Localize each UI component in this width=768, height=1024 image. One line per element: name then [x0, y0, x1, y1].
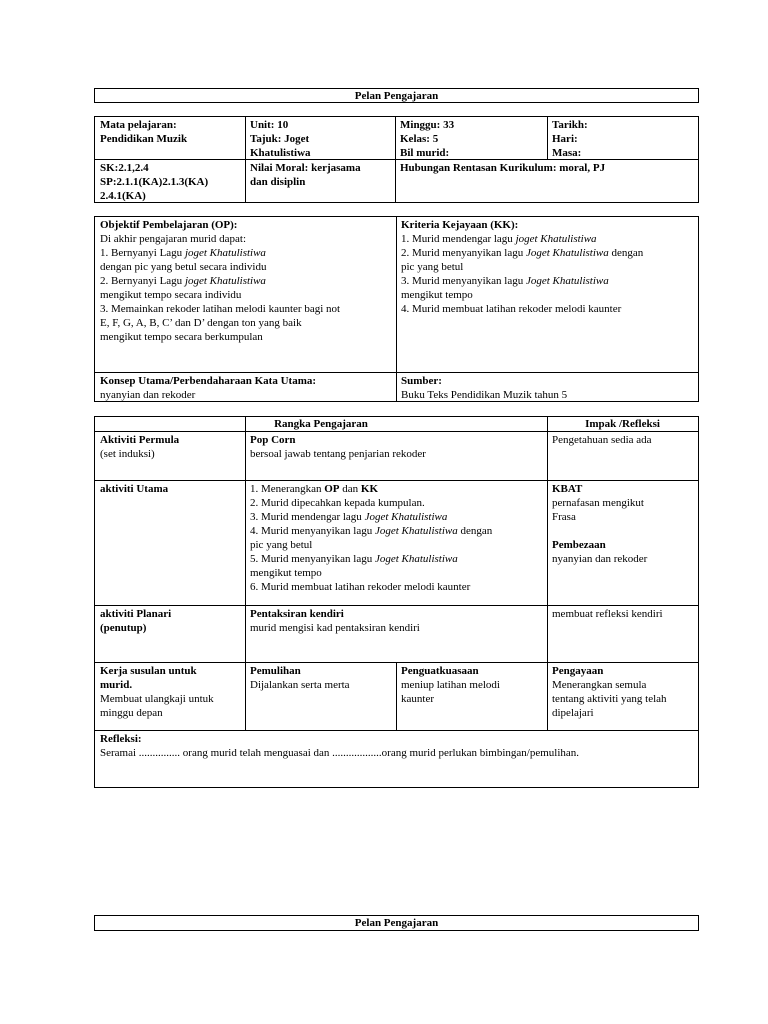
main3-song: Joget Khatulistiwa [364, 511, 448, 523]
kk2-suffix: dengan [608, 247, 644, 259]
start-desc: bersoal jawab tentang penjarian rekoder [250, 448, 426, 460]
page-title-top: Pelan Pengajaran [94, 88, 699, 103]
kk2-text: 2. Murid menyanyikan lagu [401, 247, 526, 259]
unit-value: Unit: 10 [250, 119, 289, 131]
unit-cell [245, 117, 395, 161]
week-value: Minggu: 33 [400, 119, 455, 131]
sk-cell [95, 160, 245, 204]
reinforce-desc-2: kaunter [401, 693, 434, 705]
main3-text: 3. Murid mendengar lagu [250, 511, 365, 523]
curriculum-value: Hubungan Rentasan Kurikulum: moral, PJ [400, 162, 606, 174]
moral-line-2: dan disiplin [250, 176, 306, 188]
follow-desc-1: Membuat ulangkaji untuk [100, 693, 214, 705]
start-label: Aktiviti Permula [100, 434, 180, 446]
kk1-song: joget Khatulistiwa [515, 233, 597, 245]
info-table [94, 116, 699, 203]
kk4-text: 4. Murid membuat latihan rekoder melodi kaunter [401, 303, 622, 315]
op3-line-2: E, F, G, A, B, C’ dan D’ dengan ton yang baik [100, 317, 302, 329]
remedial-cell [245, 663, 396, 693]
date-label: Tarikh: [552, 119, 588, 131]
main4-detail: pic yang betul [250, 539, 313, 551]
start-title: Pop Corn [250, 434, 296, 446]
main-label: aktiviti Utama [100, 483, 169, 495]
start-impact-cell [547, 432, 698, 448]
plan-table [94, 416, 699, 788]
kk3-detail: mengikut tempo [401, 289, 473, 301]
reinforce-title: Penguatkuasaan [401, 665, 479, 677]
op-intro: Di akhir pengajaran murid dapat: [100, 233, 247, 245]
main-activity-cell [245, 481, 547, 595]
enrich-desc-1: Menerangkan semula [552, 679, 647, 691]
date-cell [547, 117, 697, 161]
kbat-title: KBAT [552, 483, 583, 495]
remedial-desc: Dijalankan serta merta [250, 679, 350, 691]
impact-header: Impak /Refleksi [585, 418, 660, 430]
start-activity-cell [245, 432, 547, 462]
diff-title: Pembezaan [552, 539, 606, 551]
reinforce-desc-1: meniup latihan melodi [401, 679, 500, 691]
close-label-2: (penutup) [100, 622, 147, 634]
main5-song: Joget Khatulistiwa [374, 553, 458, 565]
page-title-bottom: Pelan Pengajaran [94, 915, 699, 931]
main2-text: 2. Murid dipecahkan kepada kumpulan. [250, 497, 425, 509]
enrich-desc-2: tentang aktiviti yang telah [552, 693, 667, 705]
op1-text: 1. Bernyanyi Lagu [100, 247, 185, 259]
concept-value: nyanyian dan rekoder [100, 389, 196, 401]
enrich-cell [547, 663, 698, 721]
main1-and: dan [339, 483, 361, 495]
sk-line-1: SK:2.1,2.4 [100, 162, 149, 174]
kbat-value-2: Frasa [552, 511, 576, 523]
start-impact: Pengetahuan sedia ada [552, 434, 652, 446]
op2-text: 2. Bernyanyi Lagu [100, 275, 185, 287]
week-cell [395, 117, 547, 161]
op1-song: joget Khatulistiwa [184, 247, 266, 259]
op3-line-3: mengikut tempo secara berkumpulan [100, 331, 263, 343]
follow-desc-2: minggu depan [100, 707, 163, 719]
source-cell [396, 373, 698, 403]
topic-value-1: Joget [284, 133, 310, 145]
main5-text: 5. Murid menyanyikan lagu [250, 553, 375, 565]
follow-label-1: Kerja susulan untuk [100, 665, 197, 677]
main1-kk: KK [360, 483, 379, 495]
close-label-1: aktiviti Planari [100, 608, 172, 620]
close-desc: murid mengisi kad pentaksiran kendiri [250, 622, 420, 634]
reflection-title: Refleksi: [100, 733, 142, 745]
main4-suffix: dengan [457, 525, 493, 537]
op2-song: joget Khatulistiwa [184, 275, 266, 287]
students-value: Bil murid: [400, 147, 450, 159]
main4-song: Joget Khatulistiwa [374, 525, 458, 537]
remedial-title: Pemulihan [250, 665, 301, 677]
op3-line-1: 3. Memainkan rekoder latihan melodi kaunter bagi not [100, 303, 341, 315]
follow-label-2: murid. [100, 679, 133, 691]
source-value: Buku Teks Pendidikan Muzik tahun 5 [401, 389, 568, 401]
kk-cell [396, 217, 698, 317]
diff-value: nyanyian dan rekoder [552, 553, 648, 565]
kk2-song: Joget Khatulistiwa [525, 247, 609, 259]
main-impact-cell [547, 481, 698, 567]
main5-detail: mengikut tempo [250, 567, 322, 579]
kk3-text: 3. Murid menyanyikan lagu [401, 275, 526, 287]
close-activity-cell [245, 606, 547, 636]
reflection-text: Seramai ............... orang murid telah menguasai dan ..................orang murid perlukan bimbingan/pemulihan. [100, 747, 580, 759]
kk2-detail: pic yang betul [401, 261, 464, 273]
reflection-cell [95, 731, 698, 761]
subject-cell [95, 117, 245, 147]
class-value: Kelas: 5 [400, 133, 439, 145]
close-title: Pentaksiran kendiri [250, 608, 344, 620]
enrich-desc-3: dipelajari [552, 707, 594, 719]
plan-header: Rangka Pengajaran [274, 418, 368, 430]
enrich-title: Pengayaan [552, 665, 604, 677]
sk-line-3: 2.4.1(KA) [100, 190, 146, 202]
source-title: Sumber: [401, 375, 442, 387]
subject-value: Pendidikan Muzik [100, 133, 188, 145]
main1-text: 1. Menerangkan [250, 483, 325, 495]
topic-value-2: Khatulistiwa [250, 147, 311, 159]
main1-op: OP [324, 483, 340, 495]
concept-cell [95, 373, 396, 403]
main-label-cell [95, 481, 245, 497]
curriculum-cell [395, 160, 697, 176]
kbat-value-1: pernafasan mengikut [552, 497, 644, 509]
kk3-song: Joget Khatulistiwa [525, 275, 609, 287]
op1-detail: dengan pic yang betul secara individu [100, 261, 267, 273]
main6-text: 6. Murid membuat latihan rekoder melodi kaunter [250, 581, 471, 593]
sk-line-2: SP:2.1.1(KA)2.1.3(KA) [100, 176, 209, 188]
start-sub: (set induksi) [100, 448, 155, 460]
close-impact-cell [547, 606, 698, 622]
main4-text: 4. Murid menyanyikan lagu [250, 525, 375, 537]
close-label-cell [95, 606, 245, 636]
topic-label: Tajuk: [250, 133, 282, 145]
moral-line-1: Nilai Moral: kerjasama [250, 162, 361, 174]
moral-cell [245, 160, 395, 190]
follow-label-cell [95, 663, 245, 721]
start-label-cell [95, 432, 245, 462]
kk1-text: 1. Murid mendengar lagu [401, 233, 516, 245]
objectives-table [94, 216, 699, 402]
subject-label: Mata pelajaran: [100, 119, 177, 131]
op2-detail: mengikut tempo secara individu [100, 289, 242, 301]
op-title: Objektif Pembelajaran (OP): [100, 219, 238, 231]
kk-title: Kriteria Kejayaan (KK): [401, 219, 519, 231]
day-label: Hari: [552, 133, 578, 145]
close-impact: membuat refleksi kendiri [552, 608, 663, 620]
reinforce-cell [396, 663, 547, 707]
time-label: Masa: [552, 147, 582, 159]
concept-title: Konsep Utama/Perbendaharaan Kata Utama: [100, 375, 317, 387]
op-cell [95, 217, 396, 345]
